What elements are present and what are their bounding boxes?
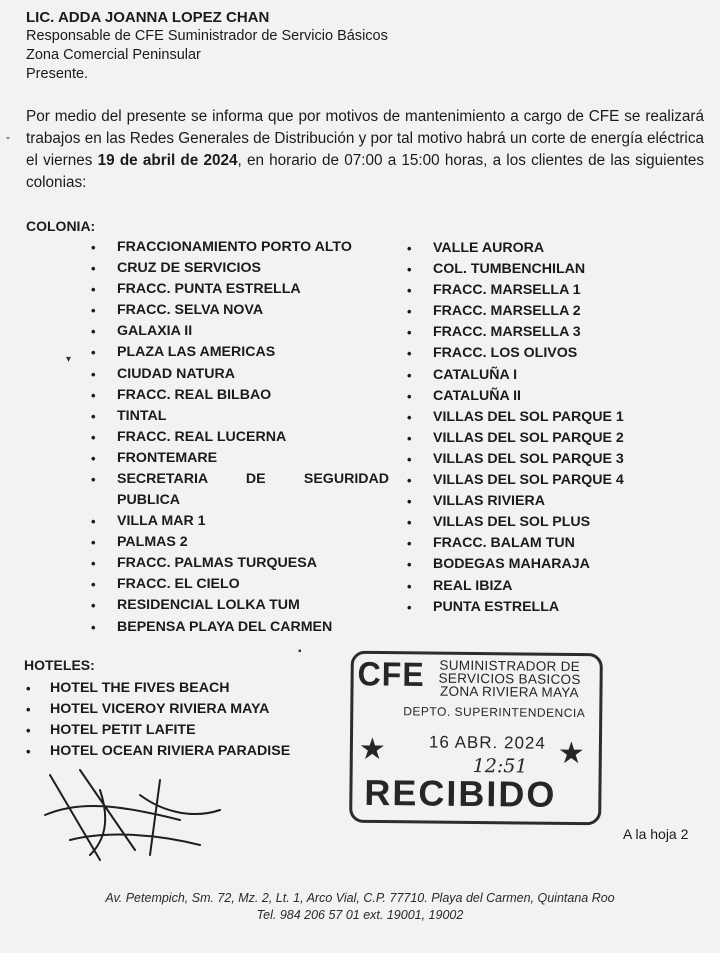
outage-date: 19 de abril de 2024: [97, 152, 238, 169]
list-item-label: HOTEL PETIT LAFITE: [50, 722, 196, 739]
list-item: [91, 595, 389, 616]
list-item-label: VILLAS DEL SOL PARQUE 4: [433, 472, 624, 489]
list-item-label: VILLAS RIVIERA: [433, 493, 545, 510]
bullet-icon: •: [91, 472, 96, 488]
stamp-cfe-logo: CFE: [357, 654, 425, 694]
list-item: [407, 301, 703, 322]
footer-address: Av. Petempich, Sm. 72, Mz. 2, Lt. 1, Arco Vial, C.P. 77710. Playa del Carmen, Quintana Roo: [105, 891, 615, 905]
list-item: [407, 491, 703, 512]
bullet-icon: •: [407, 494, 412, 510]
list-item-label: RESIDENCIAL LOLKA TUM: [117, 597, 300, 614]
stamp-date: 16 ABR. 2024: [428, 732, 546, 753]
list-item: [91, 364, 389, 385]
list-item-label: HOTEL THE FIVES BEACH: [50, 680, 230, 696]
list-item-label: FRACC. REAL BILBAO: [117, 386, 272, 403]
bullet-icon: •: [91, 556, 96, 572]
list-item-label: FRACC. MARSELLA 2: [433, 303, 581, 320]
list-item-label: PALMAS 2: [117, 534, 188, 551]
list-item: [91, 321, 389, 342]
list-item-label: FRACCIONAMIENTO PORTO ALTO: [117, 239, 352, 255]
addressee-role: Responsable de CFE Suministrador de Servicio Básicos: [26, 28, 388, 44]
list-item: [407, 576, 703, 597]
bullet-icon: •: [91, 324, 96, 340]
stamp-org-line2: SERVICIOS BASICOS: [438, 670, 581, 688]
list-item: [91, 237, 389, 258]
list-item-label: BEPENSA PLAYA DEL CARMEN: [117, 618, 333, 635]
bullet-icon: •: [91, 366, 96, 382]
stamp-org-name: [423, 658, 595, 699]
list-item-label: VILLAS DEL SOL PLUS: [433, 514, 591, 531]
bullet-icon: •: [91, 450, 96, 466]
list-item-label: CATALUÑA I: [433, 366, 518, 383]
addressee-name: LIC. ADDA JOANNA LOPEZ CHAN: [26, 9, 270, 26]
hoteles-heading: HOTELES:: [24, 657, 95, 673]
list-item: [407, 259, 703, 280]
intro-text-part2: , en horario de 07:00 a 15:00 horas, a los clientes de las siguientes colonias:: [26, 152, 704, 191]
list-item-label: VILLAS DEL SOL PARQUE 1: [433, 408, 624, 425]
list-item-label: COL. TUMBENCHILAN: [433, 261, 586, 278]
bullet-icon: •: [407, 367, 412, 383]
list-item-label: VILLAS DEL SOL PARQUE 3: [433, 450, 624, 467]
bullet-icon: •: [407, 241, 412, 256]
colonias-list-right: [407, 238, 703, 618]
bullet-icon: •: [91, 619, 96, 635]
list-item-label: VILLA MAR 1: [117, 513, 206, 530]
list-item-label: FRACC. PUNTA ESTRELLA: [117, 281, 301, 298]
list-item: [91, 574, 389, 595]
intro-text-part1: Por medio del presente se informa que por motivos de mantenimiento a cargo de CFE se realizará trabajos en las Redes Generales de Distribución y por tal motivo habrá un corte de energía eléctrica el viernes: [26, 108, 704, 169]
list-item: [91, 553, 389, 574]
list-item: [91, 279, 389, 300]
bullet-icon: •: [26, 723, 31, 739]
addressee-greeting: Presente.: [26, 66, 89, 82]
list-item-label-continued: PUBLICA: [117, 492, 181, 509]
list-item: [91, 300, 389, 321]
signature-scribble: [40, 760, 230, 865]
list-item-label: CRUZ DE SERVICIOS: [117, 260, 262, 277]
bullet-icon: •: [407, 346, 412, 362]
list-item-label: FRACC. EL CIELO: [117, 576, 240, 593]
list-item-label: FRACC. REAL LUCERNA: [117, 428, 287, 445]
bullet-icon: •: [407, 430, 412, 446]
list-item: [91, 448, 389, 469]
next-page-note: A la hoja 2: [623, 826, 689, 842]
bullet-icon: •: [407, 515, 412, 531]
footer-phone: Tel. 984 206 57 01 ext. 19001, 19002: [256, 908, 464, 922]
bullet-icon: •: [407, 557, 412, 573]
list-item: [407, 238, 703, 259]
bullet-icon: •: [407, 473, 412, 489]
list-item: [26, 699, 350, 720]
list-item: [91, 258, 389, 279]
stamp-star-right-icon: ★: [557, 736, 585, 771]
list-item: [407, 428, 703, 449]
footer-address-block: [0, 890, 720, 924]
stamp-department: DEPTO. SUPERINTENDENCIA: [403, 704, 586, 721]
bullet-icon: •: [91, 345, 96, 361]
bullet-icon: •: [91, 429, 96, 445]
list-item: [407, 533, 703, 554]
list-item: [91, 385, 389, 406]
list-item: [407, 365, 703, 386]
list-item-label: FRACC. BALAM TUN: [433, 535, 575, 552]
list-item: [91, 469, 389, 511]
stamp-org-line3: ZONA RIVIERA MAYA: [439, 683, 579, 701]
list-item: [407, 554, 703, 575]
bullet-icon: •: [407, 536, 412, 552]
speck-mark-2: ▾: [66, 354, 72, 365]
list-item-label: PLAZA LAS AMERICAS: [117, 344, 276, 361]
list-item-label: FRACC. LOS OLIVOS: [433, 345, 578, 362]
bullet-icon: •: [407, 283, 412, 299]
colonias-list-left: [91, 237, 389, 638]
list-item-label: HOTEL OCEAN RIVIERA PARADISE: [50, 743, 291, 760]
list-item-label: CIUDAD NATURA: [117, 365, 235, 382]
list-item-label: TINTAL: [117, 407, 167, 424]
list-item-label: SECRETARIA DE SEGURIDAD: [117, 471, 389, 488]
bullet-icon: •: [91, 282, 96, 298]
bullet-icon: •: [91, 387, 96, 403]
list-item-label: BODEGAS MAHARAJA: [433, 556, 590, 573]
list-item: [407, 597, 703, 618]
list-item: [26, 678, 350, 699]
list-item: [91, 511, 389, 532]
bullet-icon: •: [407, 388, 412, 404]
received-stamp: [349, 651, 603, 826]
speck-mark: ▪: [298, 646, 302, 657]
stamp-org-line1: SUMINISTRADOR DE: [439, 657, 581, 675]
bullet-icon: •: [91, 408, 96, 424]
bullet-icon: •: [91, 598, 96, 614]
list-item-label: VALLE AURORA: [433, 240, 545, 256]
hoteles-list: [26, 678, 350, 762]
bullet-icon: •: [91, 261, 96, 277]
addressee-block: [26, 8, 388, 84]
list-item-label: VILLAS DEL SOL PARQUE 2: [433, 429, 624, 446]
bullet-icon: •: [26, 744, 31, 760]
bullet-icon: •: [91, 514, 96, 530]
intro-paragraph: [26, 106, 704, 194]
list-item: [91, 342, 389, 363]
addressee-zone: Zona Comercial Peninsular: [26, 47, 201, 63]
bullet-icon: •: [407, 304, 412, 320]
list-item: [407, 470, 703, 491]
bullet-icon: •: [26, 681, 31, 696]
stamp-star-left-icon: ★: [358, 732, 386, 767]
list-item-label: FRONTEMARE: [117, 449, 218, 466]
bullet-icon: •: [407, 599, 412, 615]
list-item-label: REAL IBIZA: [433, 577, 513, 594]
list-item-label: FRACC. SELVA NOVA: [117, 302, 264, 319]
list-item-label: FRACC. MARSELLA 3: [433, 324, 581, 341]
list-item: [91, 406, 389, 427]
list-item: [91, 427, 389, 448]
margin-dash-mark: -: [6, 130, 10, 144]
bullet-icon: •: [91, 240, 96, 255]
list-item-label: HOTEL VICEROY RIVIERA MAYA: [50, 701, 270, 718]
bullet-icon: •: [407, 578, 412, 594]
stamp-received-label: RECIBIDO: [364, 771, 557, 815]
list-item-label: PUNTA ESTRELLA: [433, 598, 560, 615]
list-item: [407, 280, 703, 301]
list-item: [407, 386, 703, 407]
bullet-icon: •: [91, 535, 96, 551]
bullet-icon: •: [91, 577, 96, 593]
bullet-icon: •: [26, 702, 31, 718]
list-item: [407, 322, 703, 343]
list-item-label: FRACC. PALMAS TURQUESA: [117, 555, 317, 572]
list-item: [91, 532, 389, 553]
list-item: [407, 407, 703, 428]
list-item-label: GALAXIA II: [117, 323, 193, 340]
list-item: [407, 449, 703, 470]
bullet-icon: •: [407, 409, 412, 425]
bullet-icon: •: [407, 262, 412, 278]
list-item-label: FRACC. MARSELLA 1: [433, 282, 581, 299]
bullet-icon: •: [407, 451, 412, 467]
bullet-icon: •: [407, 325, 412, 341]
list-item-label: CATALUÑA II: [433, 387, 521, 404]
bullet-icon: •: [91, 303, 96, 319]
colonias-heading: COLONIA:: [26, 218, 96, 234]
list-item: [26, 720, 350, 741]
list-item: [407, 512, 703, 533]
list-item: [91, 617, 389, 638]
list-item: [407, 343, 703, 364]
stamp-handwritten-time: 12:51: [472, 754, 528, 778]
